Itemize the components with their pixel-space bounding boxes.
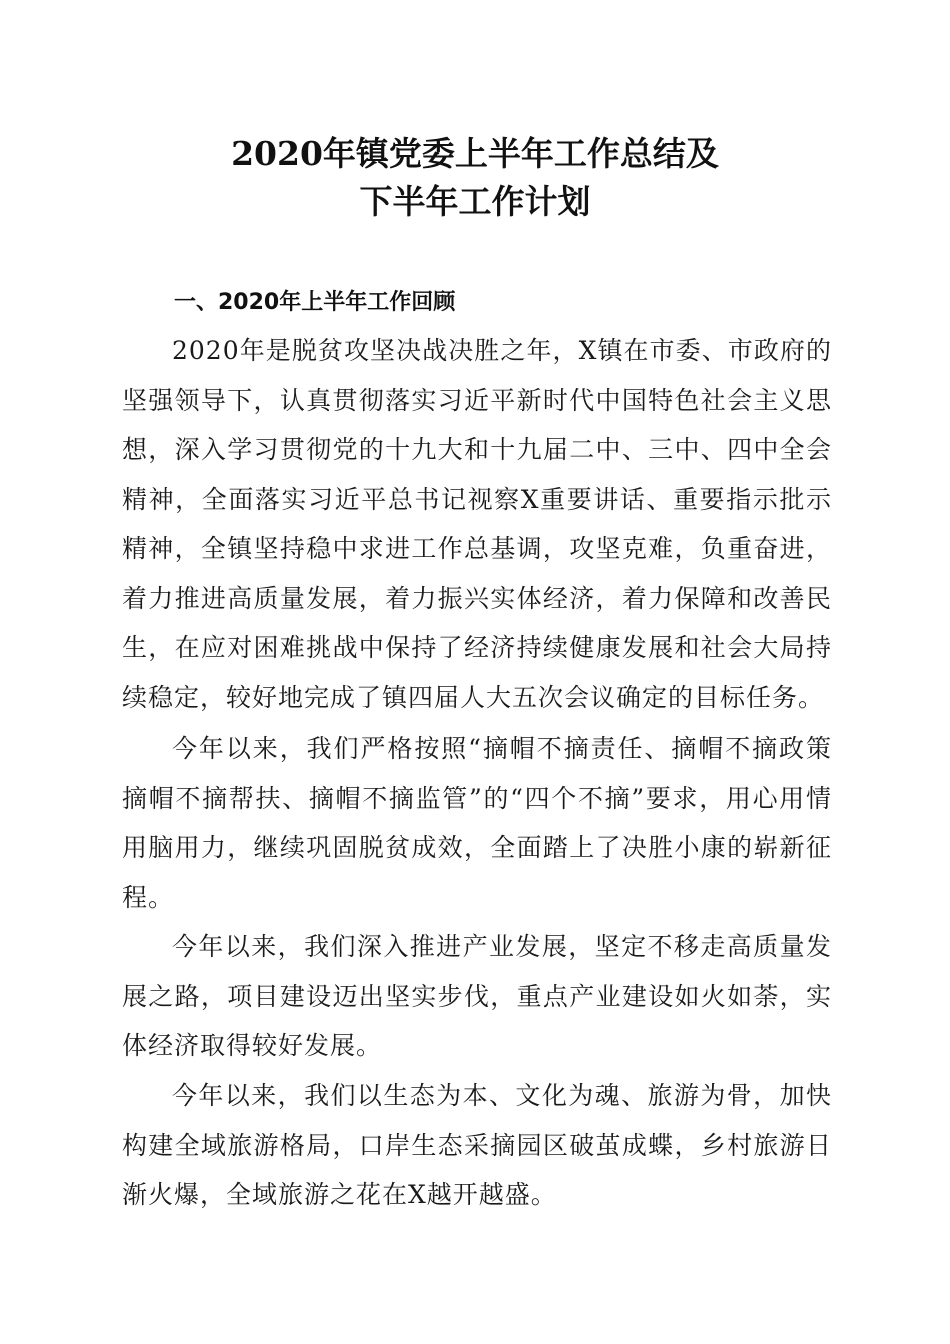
paragraph-2: 今年以来，我们严格按照“摘帽不摘责任、摘帽不摘政策摘帽不摘帮扶、摘帽不摘监管”的“四个不摘”要求，用心用情用脑用力，继续巩固脱贫成效，全面踏上了决胜小康的崭新征程。 [122,734,832,912]
paragraph-4: 今年以来，我们以生态为本、文化为魂、旅游为骨，加快构建全域旅游格局，口岸生态采摘园区破茧成蝶，乡村旅游日渐火爆，全域旅游之花在X越开越盛。 [122,1081,832,1209]
paragraph-3: 今年以来，我们深入推进产业发展，坚定不移走高质量发展之路，项目建设迈出坚实步伐，重点产业建设如火如荼，实体经济取得较好发展。 [122,932,832,1060]
paragraph-1: 2020年是脱贫攻坚决战决胜之年，X镇在市委、市政府的坚强领导下，认真贯彻落实习近平新时代中国特色社会主义思想，深入学习贯彻党的十九大和十九届二中、三中、四中全会精神，全面落实习近平总书记视察X重要讲话、重要指示批示精神，全镇坚持稳中求进工作总基调，攻坚克难，负重奋进，着力推进高质量发展，着力振兴实体经济，着力保障和改善民生，在应对困难挑战中保持了经济持续健康发展和社会大局持续稳定，较好地完成了镇四届人大五次会议确定的目标任务。 [122,336,832,712]
document-title-line-1: 2020年镇党委上半年工作总结及 [231,134,719,173]
section-heading: 一、2020年上半年工作回顾 [174,290,456,315]
document-title-line-2: 下半年工作计划 [359,182,591,221]
